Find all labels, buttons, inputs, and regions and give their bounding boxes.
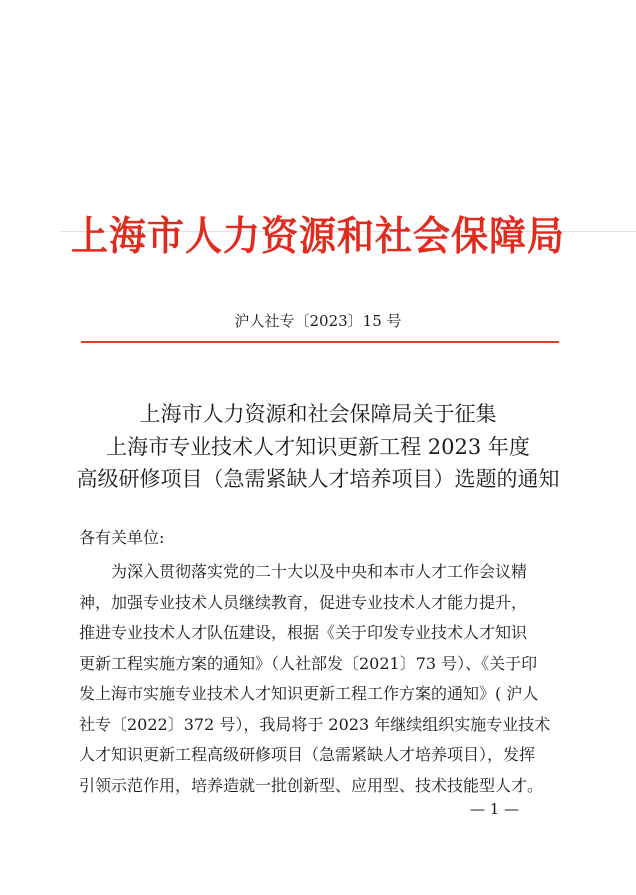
body-line: 推进专业技术人才队伍建设，根据《关于印发专业技术人才知识 xyxy=(79,623,528,642)
notice-title-line: 上海市专业技术人才知识更新工程 2023 年度 xyxy=(106,434,530,459)
letterhead-agency-name: 上海市人力资源和社会保障局 xyxy=(71,211,565,259)
letterhead-red-rule xyxy=(81,341,559,343)
body-line: 引领示范作用，培养造就一批创新型、应用型、技术技能型人才。 xyxy=(79,775,544,795)
body-line: 人才知识更新工程高级研修项目（急需紧缺人才培养项目），发挥 xyxy=(79,745,536,764)
document-number: 沪人社专〔2023〕15 号 xyxy=(234,312,402,330)
body-line: 发上海市实施专业技术人才知识更新工程工作方案的通知》( 沪人 xyxy=(79,684,539,703)
notice-title-line: 高级研修项目（急需紧缺人才培养项目）选题的通知 xyxy=(76,467,560,491)
body-line: 社专〔2022〕372 号），我局将于 2023 年继续组织实施专业技术 xyxy=(79,714,551,734)
body-line: 为深入贯彻落实党的二十大以及中央和本市人才工作会议精 xyxy=(111,562,528,581)
notice-title-line: 上海市人力资源和社会保障局关于征集 xyxy=(139,402,497,426)
notice-body xyxy=(79,557,557,801)
addressee: 各有关单位: xyxy=(79,528,165,547)
body-line: 更新工程实施方案的通知》（人社部发〔2021〕73 号）、《关于印 xyxy=(79,653,538,673)
page-number: — 1 — xyxy=(470,800,520,818)
body-line: 神，加强专业技术人员继续教育，促进专业技术人才能力提升， xyxy=(79,592,528,612)
notice-title xyxy=(0,398,636,496)
